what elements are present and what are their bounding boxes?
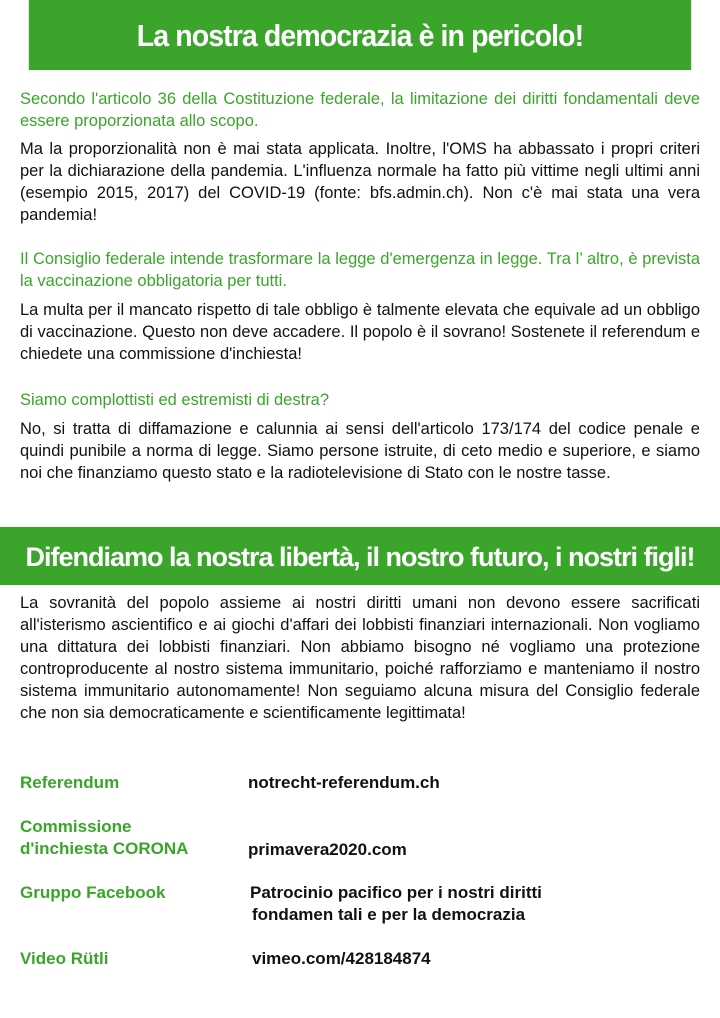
- commission-link[interactable]: primavera2020.com: [248, 840, 407, 859]
- facebook-label: Gruppo Facebook: [20, 883, 166, 902]
- page-title: La nostra democrazia è in pericolo!: [136, 18, 584, 53]
- facebook-group-line2[interactable]: fondamen tali e per la democrazia: [252, 905, 526, 924]
- article36-lead: Secondo l'articolo 36 della Costituzione federale, la limitazione dei diritti fondamentali deve essere proporzionata allo scopo.: [20, 90, 700, 130]
- freedom-banner-title: Difendiamo la nostra libertà, il nostro futuro, i nostri figli!: [25, 542, 695, 572]
- freedom-banner: [0, 527, 720, 585]
- sovereignty-paragraph: La sovranità del popolo assieme ai nostri diritti umani non devono essere sacrificati all'isterismo ascientifico e ai giochi d'affari dei lobbisti finanziari internazionali. Non vogliamo una dittatura dei lobbisti finanziari. Non abbiamo bisogno né vogliamo una protezione controproducente al nostro sistema immunitario, poiché rafforziamo e manteniamo il nostro sistema immunitario autonomamente! Non seguiamo alcuna misura del Consiglio federale che non sia democraticamente e scientificamente legittimata!: [20, 594, 700, 722]
- video-link[interactable]: vimeo.com/428184874: [252, 949, 431, 968]
- commission-label-line1: Commissione: [20, 817, 132, 836]
- vaccination-fine-paragraph: La multa per il mancato rispetto di tale obbligo è talmente elevata che equivale ad un obbligo di vaccinazione. Questo non deve accadere. Il popolo è il sovrano! Sostenete il referendum e chiedete una commissione d'inchiesta!: [20, 301, 700, 363]
- defamation-paragraph: No, si tratta di diffamazione e calunnia ai sensi dell'articolo 173/174 del codice penale e quindi punibile a norma di legge. Siamo persone istruite, di ceto medio e superiore, e siamo noi che finanziamo questo stato e la radiotelevisione di Stato con le nostre tasse.: [20, 420, 700, 482]
- proportionality-paragraph: Ma la proporzionalità non è mai stata applicata. Inoltre, l'OMS ha abbassato i propri criteri per la dichiarazione della pandemia. L'influenza normale ha fatto più vittime negli ultimi anni (esempio 2015, 2017) del COVID-19 (fonte: bfs.admin.ch). Non c'è mai stata una vera pandemia!: [20, 140, 700, 224]
- emergency-law-lead: Il Consiglio federale intende trasformare la legge d'emergenza in legge. Tra l’ altro, è prevista la vaccinazione obbligatoria per tutti.: [20, 250, 700, 290]
- title-banner: [29, 0, 691, 70]
- conspiracy-question: Siamo complottisti ed estremisti di destra?: [20, 391, 330, 409]
- video-label: Video Rütli: [20, 949, 109, 968]
- commission-label-line2: d'inchiesta CORONA: [20, 839, 189, 858]
- referendum-label: Referendum: [20, 773, 120, 792]
- facebook-group-line1[interactable]: Patrocinio pacifico per i nostri diritti: [250, 883, 542, 902]
- referendum-link[interactable]: notrecht-referendum.ch: [248, 773, 440, 792]
